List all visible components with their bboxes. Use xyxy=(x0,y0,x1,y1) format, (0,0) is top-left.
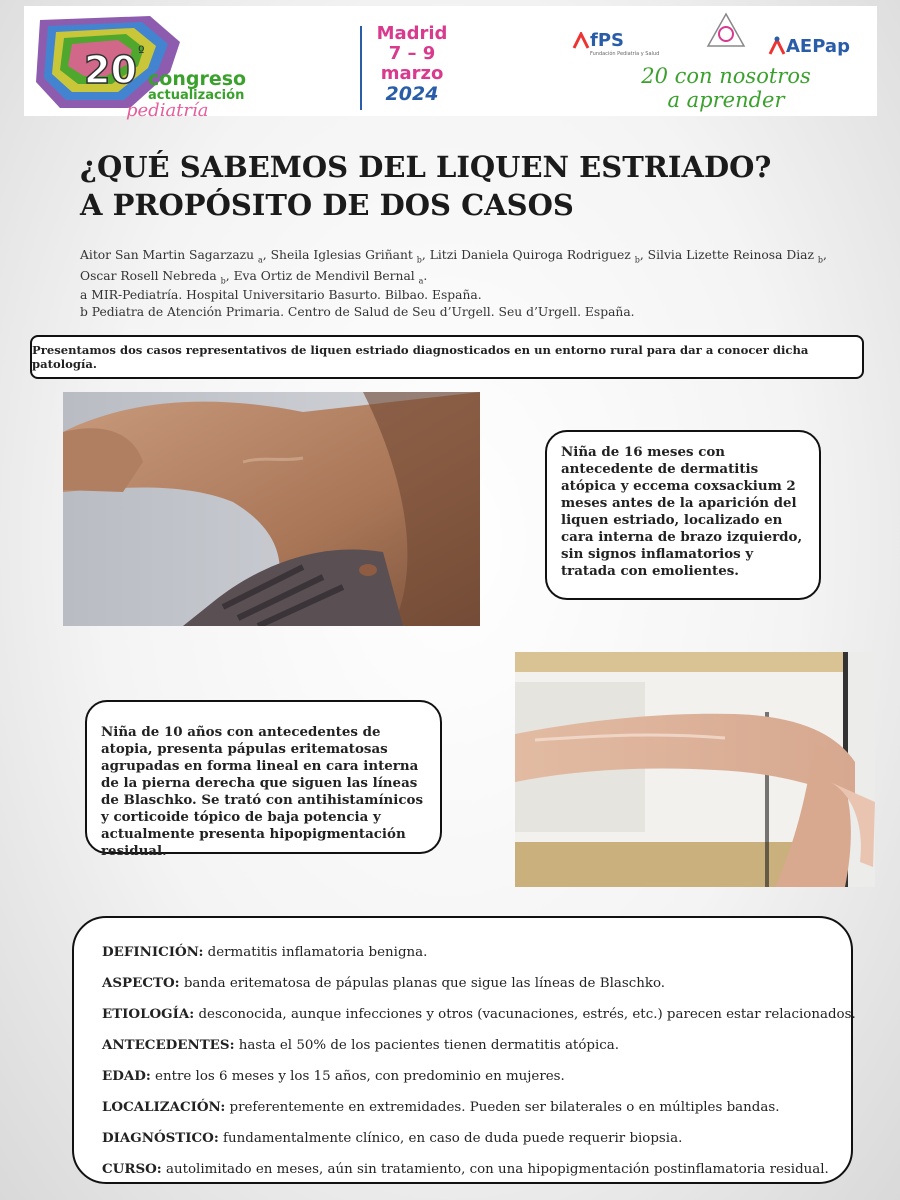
key-point-text: banda eritematosa de pápulas planas que sigue las líneas de Blaschko. xyxy=(179,976,666,991)
fps-logo-text: fPS xyxy=(590,30,624,51)
affiliation-a: a MIR-Pediatría. Hospital Universitario Basurto. Bilbao. España. xyxy=(80,288,482,302)
key-point-label: CURSO: xyxy=(102,1161,162,1177)
event-year: 2024 xyxy=(385,83,439,105)
case1-arm-photo xyxy=(63,392,480,626)
case2-description-card xyxy=(85,700,442,859)
author-separator: , xyxy=(262,248,271,262)
author-affiliation-mark: b xyxy=(634,255,640,265)
author-list xyxy=(80,247,840,290)
fps-logo-subtitle: Fundación Pediatría y Salud xyxy=(590,51,660,57)
key-point-text: entre los 6 meses y los 15 años, con predominio en mujeres. xyxy=(150,1069,565,1084)
author-affiliation-mark: a xyxy=(258,255,263,265)
key-point-row xyxy=(102,942,841,973)
congress-number: 20 xyxy=(84,48,137,92)
author-affiliation-mark: b xyxy=(817,255,823,265)
key-point-label: ETIOLOGÍA: xyxy=(102,1006,195,1022)
fps-logo-icon xyxy=(572,32,590,50)
event-month: marzo xyxy=(380,63,444,84)
affiliations xyxy=(80,287,840,321)
key-point-text: dermatitis inflamatoria benigna. xyxy=(203,945,428,960)
motto-line-1: 20 con nosotros xyxy=(641,64,811,88)
congress-pediatria: pediatría xyxy=(126,100,209,121)
congress-banner xyxy=(24,6,877,121)
author-name: Sheila Iglesias Griñant xyxy=(270,248,413,262)
key-point-row xyxy=(102,973,841,1004)
intro-box xyxy=(30,335,864,379)
case2-leg-photo-graphic xyxy=(515,652,875,887)
regional-association-logo-icon xyxy=(704,12,748,52)
author-name: Eva Ortiz de Mendivil Bernal xyxy=(233,269,415,284)
key-point-row xyxy=(102,1128,841,1159)
author-separator: , xyxy=(421,248,430,262)
key-point-text: preferentemente en extremidades. Pueden ser bilaterales o en múltiples bandas. xyxy=(225,1100,780,1115)
key-point-row xyxy=(102,1035,841,1066)
key-points-box xyxy=(72,916,856,1184)
key-point-label: ASPECTO: xyxy=(102,975,180,991)
case1-description-card xyxy=(545,430,821,600)
congress-number-ordinal: º xyxy=(138,44,145,60)
author-name: Oscar Rosell Nebreda xyxy=(80,269,217,284)
key-point-row xyxy=(102,1159,841,1190)
case1-arm-photo-graphic xyxy=(63,392,480,626)
motto-line-2: a aprender xyxy=(667,88,785,112)
key-point-row xyxy=(102,1066,841,1097)
congress-logo xyxy=(30,12,260,121)
key-point-label: DEFINICIÓN: xyxy=(102,944,204,960)
congress-actualizacion: actualización xyxy=(148,88,245,103)
key-point-label: LOCALIZACIÓN: xyxy=(102,1099,226,1115)
author-separator: . xyxy=(423,269,428,284)
key-point-label: DIAGNÓSTICO: xyxy=(102,1130,219,1146)
author-affiliation-mark: a xyxy=(418,276,424,286)
author-separator: , xyxy=(639,248,648,262)
key-point-text: hasta el 50% de los pacientes tienen dermatitis atópica. xyxy=(234,1038,619,1053)
author-name: Aitor San Martin Sagarzazu xyxy=(80,248,255,262)
author-name: Litzi Daniela Quiroga Rodriguez xyxy=(429,248,631,262)
poster-title-line-1: ¿QUÉ SABEMOS DEL LIQUEN ESTRIADO? xyxy=(80,150,772,184)
poster-title xyxy=(80,148,860,224)
congress-motto xyxy=(616,64,836,112)
key-point-text: desconocida, aunque infecciones y otros (vacunaciones, estrés, etc.) parecen estar relacionados. xyxy=(194,1007,856,1022)
congress-word: congreso xyxy=(148,68,247,90)
case2-text: Niña de 10 años con antecedentes de atopia, presenta pápulas eritematosas agrupadas en forma lineal en cara interna de la pierna derecha que siguen las líneas de Blaschko. Se trató con antihistamínicos y corticoide tópico de baja potencia y actualmente presenta hipopigmentación residual. xyxy=(101,724,423,859)
author-name: Silvia Lizette Reinosa Diaz xyxy=(647,248,814,262)
poster-title-line-2: A PROPÓSITO DE DOS CASOS xyxy=(80,188,574,222)
author-separator: , xyxy=(822,248,827,262)
event-days: 7 – 9 xyxy=(388,43,436,64)
key-point-row xyxy=(102,1004,856,1035)
case1-text: Niña de 16 meses con antecedente de dermatitis atópica y eccema coxsackium 2 meses antes de la aparición del liquen estriado, localizado en cara interna de brazo izquierdo, sin signos inflamatorios y tratada con emolientes. xyxy=(561,444,803,579)
key-point-text: fundamentalmente clínico, en caso de duda puede requerir biopsia. xyxy=(218,1131,683,1146)
affiliation-b: b Pediatra de Atención Primaria. Centro de Salud de Seu d’Urgell. Seu d’Urgell. España. xyxy=(80,305,635,319)
event-dates xyxy=(372,24,452,104)
key-point-row xyxy=(102,1097,841,1128)
author-affiliation-mark: b xyxy=(416,255,422,265)
key-point-label: ANTECEDENTES: xyxy=(102,1037,235,1053)
banner-divider xyxy=(360,26,362,110)
author-affiliation-mark: b xyxy=(220,276,226,286)
aepap-logo-icon xyxy=(768,36,786,56)
aepap-logo-text: AEPap xyxy=(786,36,850,57)
intro-text: Presentamos dos casos representativos de liquen estriado diagnosticados en un entorno rural para dar a conocer dicha patología. xyxy=(32,343,809,371)
key-point-text: autolimitado en meses, aún sin tratamiento, con una hipopigmentación postinflamatoria residual. xyxy=(161,1162,829,1177)
case2-leg-photo xyxy=(515,652,875,887)
event-city: Madrid xyxy=(376,23,448,44)
author-separator: , xyxy=(225,269,234,284)
key-point-label: EDAD: xyxy=(102,1068,151,1084)
